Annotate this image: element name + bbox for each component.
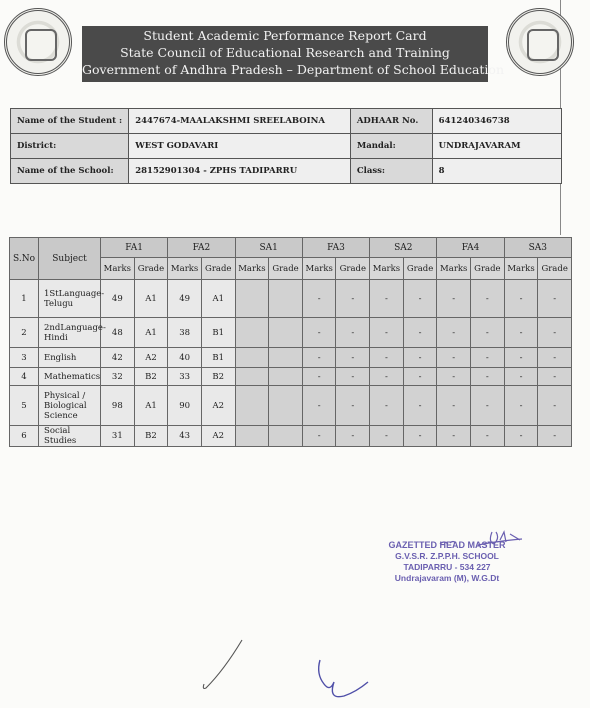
row-sno: 5 (10, 386, 39, 426)
fa3-grade: - (336, 318, 370, 348)
fa2-grade: A2 (201, 426, 235, 447)
sa3-marks: - (504, 368, 538, 386)
fa3-grade: - (336, 386, 370, 426)
fa4-grade: - (471, 386, 505, 426)
sa1-grade (269, 318, 303, 348)
marks-subheader: Marks (101, 258, 135, 280)
fa2-marks: 43 (168, 426, 202, 447)
sa3-grade: - (538, 318, 572, 348)
exam-header-sa2: SA2 (370, 238, 437, 258)
row-subject: Physical / Biological Science (39, 386, 101, 426)
marks-row (10, 348, 572, 368)
fa2-marks: 90 (168, 386, 202, 426)
sa2-grade: - (403, 368, 437, 386)
fa2-grade: B1 (201, 348, 235, 368)
fa2-marks: 40 (168, 348, 202, 368)
class-label: Class: (350, 159, 432, 184)
fa2-grade: A1 (201, 280, 235, 318)
exam-header-sa3: SA3 (504, 238, 571, 258)
fa4-grade: - (471, 348, 505, 368)
mandal-value: UNDRAJAVARAM (432, 134, 561, 159)
marks-row (10, 280, 572, 318)
fa1-grade: A2 (134, 348, 168, 368)
fa3-grade: - (336, 348, 370, 368)
sa1-grade (269, 348, 303, 368)
sa3-grade: - (538, 386, 572, 426)
government-seal-right (506, 8, 574, 76)
student-info-table (10, 108, 562, 184)
sa1-marks (235, 426, 269, 447)
sa2-marks: - (370, 280, 404, 318)
sa1-grade (269, 280, 303, 318)
student-name-label: Name of the Student : (11, 109, 129, 134)
row-sno: 2 (10, 318, 39, 348)
sa3-grade: - (538, 348, 572, 368)
fa4-marks: - (437, 386, 471, 426)
row-sno: 1 (10, 280, 39, 318)
sa3-marks: - (504, 386, 538, 426)
grade-subheader: Grade (269, 258, 303, 280)
fa3-marks: - (302, 280, 336, 318)
grade-subheader: Grade (403, 258, 437, 280)
fa1-grade: B2 (134, 426, 168, 447)
sa1-marks (235, 318, 269, 348)
fa2-marks: 33 (168, 368, 202, 386)
grade-subheader: Grade (336, 258, 370, 280)
marks-table (9, 237, 572, 447)
sa3-marks: - (504, 280, 538, 318)
fa3-grade: - (336, 368, 370, 386)
fa2-grade: B1 (201, 318, 235, 348)
grade-subheader: Grade (201, 258, 235, 280)
district-label: District: (11, 134, 129, 159)
sa3-grade: - (538, 426, 572, 447)
sa2-marks: - (370, 368, 404, 386)
fa2-grade: A2 (201, 386, 235, 426)
stamp-address: TADIPARRU - 534 227 (403, 562, 491, 572)
class-value: 8 (432, 159, 561, 184)
stamp-title: GAZETTED HEAD MASTER (388, 540, 506, 550)
grade-subheader: Grade (134, 258, 168, 280)
header-line-2: State Council of Educational Research and Training (120, 45, 450, 60)
exam-header-fa1: FA1 (101, 238, 168, 258)
marks-subheader: Marks (235, 258, 269, 280)
district-value: WEST GODAVARI (129, 134, 351, 159)
sa3-grade: - (538, 280, 572, 318)
grade-subheader: Grade (538, 258, 572, 280)
fa1-marks: 98 (101, 386, 135, 426)
fa1-grade: A1 (134, 280, 168, 318)
marks-subheader: Marks (504, 258, 538, 280)
fa3-marks: - (302, 386, 336, 426)
fa3-marks: - (302, 348, 336, 368)
fa3-marks: - (302, 318, 336, 348)
fa3-grade: - (336, 280, 370, 318)
marks-subheader: Marks (370, 258, 404, 280)
row-sno: 6 (10, 426, 39, 447)
marks-row (10, 426, 572, 447)
fa1-marks: 49 (101, 280, 135, 318)
fa1-grade: A1 (134, 318, 168, 348)
fa4-marks: - (437, 368, 471, 386)
fa3-grade: - (336, 426, 370, 447)
sa3-grade: - (538, 368, 572, 386)
fa2-marks: 49 (168, 280, 202, 318)
marks-row (10, 318, 572, 348)
header-line-1: Student Academic Performance Report Card (143, 28, 427, 43)
sa1-grade (269, 368, 303, 386)
sa1-marks (235, 386, 269, 426)
sa3-marks: - (504, 318, 538, 348)
pencil-tick-mark (198, 636, 248, 694)
fa1-marks: 48 (101, 318, 135, 348)
row-subject: Social Studies (39, 426, 101, 447)
row-sno: 3 (10, 348, 39, 368)
school-label: Name of the School: (11, 159, 129, 184)
marks-table-body (10, 280, 572, 447)
exam-header-sa1: SA1 (235, 238, 302, 258)
student-name-value: 2447674-MAALAKSHMI SREELABOINA (129, 109, 351, 134)
sa1-marks (235, 368, 269, 386)
mandal-label: Mandal: (350, 134, 432, 159)
fa4-grade: - (471, 318, 505, 348)
sa2-grade: - (403, 386, 437, 426)
fa4-grade: - (471, 280, 505, 318)
stamp-mandal: Undrajavaram (M), W.G.Dt (394, 573, 500, 583)
sa2-marks: - (370, 386, 404, 426)
fa4-marks: - (437, 318, 471, 348)
sa1-marks (235, 280, 269, 318)
fa3-marks: - (302, 426, 336, 447)
sa2-grade: - (403, 280, 437, 318)
header-line-3: Government of Andhra Pradesh – Department of School Education (82, 62, 505, 77)
fa4-marks: - (437, 426, 471, 447)
fa2-marks: 38 (168, 318, 202, 348)
sno-header: S.No (10, 238, 39, 280)
fa1-marks: 32 (101, 368, 135, 386)
sa3-marks: - (504, 348, 538, 368)
row-subject: English (39, 348, 101, 368)
row-subject: 1StLanguage-Telugu (39, 280, 101, 318)
sa2-grade: - (403, 426, 437, 447)
exam-header-fa3: FA3 (302, 238, 369, 258)
sa3-marks: - (504, 426, 538, 447)
marks-row (10, 368, 572, 386)
marks-subheader: Marks (437, 258, 471, 280)
fa1-grade: B2 (134, 368, 168, 386)
sa1-marks (235, 348, 269, 368)
sa2-marks: - (370, 348, 404, 368)
sa2-marks: - (370, 318, 404, 348)
marks-subheader: Marks (168, 258, 202, 280)
stamp-school: G.V.S.R. Z.P.P.H. SCHOOL (395, 551, 499, 561)
row-subject: Mathematics (39, 368, 101, 386)
fa1-marks: 42 (101, 348, 135, 368)
aadhaar-label: ADHAAR No. (350, 109, 432, 134)
fa1-grade: A1 (134, 386, 168, 426)
government-seal-left (4, 8, 72, 76)
exam-header-fa4: FA4 (437, 238, 504, 258)
grade-subheader: Grade (471, 258, 505, 280)
fa2-grade: B2 (201, 368, 235, 386)
marks-row (10, 386, 572, 426)
fa4-grade: - (471, 368, 505, 386)
school-value: 28152901304 - ZPHS TADIPARRU (129, 159, 351, 184)
sa1-grade (269, 386, 303, 426)
row-sno: 4 (10, 368, 39, 386)
sa2-grade: - (403, 348, 437, 368)
headmaster-stamp (382, 540, 512, 584)
report-header-banner (82, 26, 505, 82)
parent-signature (312, 658, 382, 704)
fa4-marks: - (437, 280, 471, 318)
exam-header-row (10, 238, 572, 258)
fa3-marks: - (302, 368, 336, 386)
sa2-marks: - (370, 426, 404, 447)
exam-header-fa2: FA2 (168, 238, 235, 258)
row-subject: 2ndLanguage-Hindi (39, 318, 101, 348)
fa4-marks: - (437, 348, 471, 368)
aadhaar-value: 641240346738 (432, 109, 561, 134)
sa2-grade: - (403, 318, 437, 348)
fa1-marks: 31 (101, 426, 135, 447)
subject-header: Subject (39, 238, 101, 280)
fa4-grade: - (471, 426, 505, 447)
sa1-grade (269, 426, 303, 447)
marks-subheader: Marks (302, 258, 336, 280)
